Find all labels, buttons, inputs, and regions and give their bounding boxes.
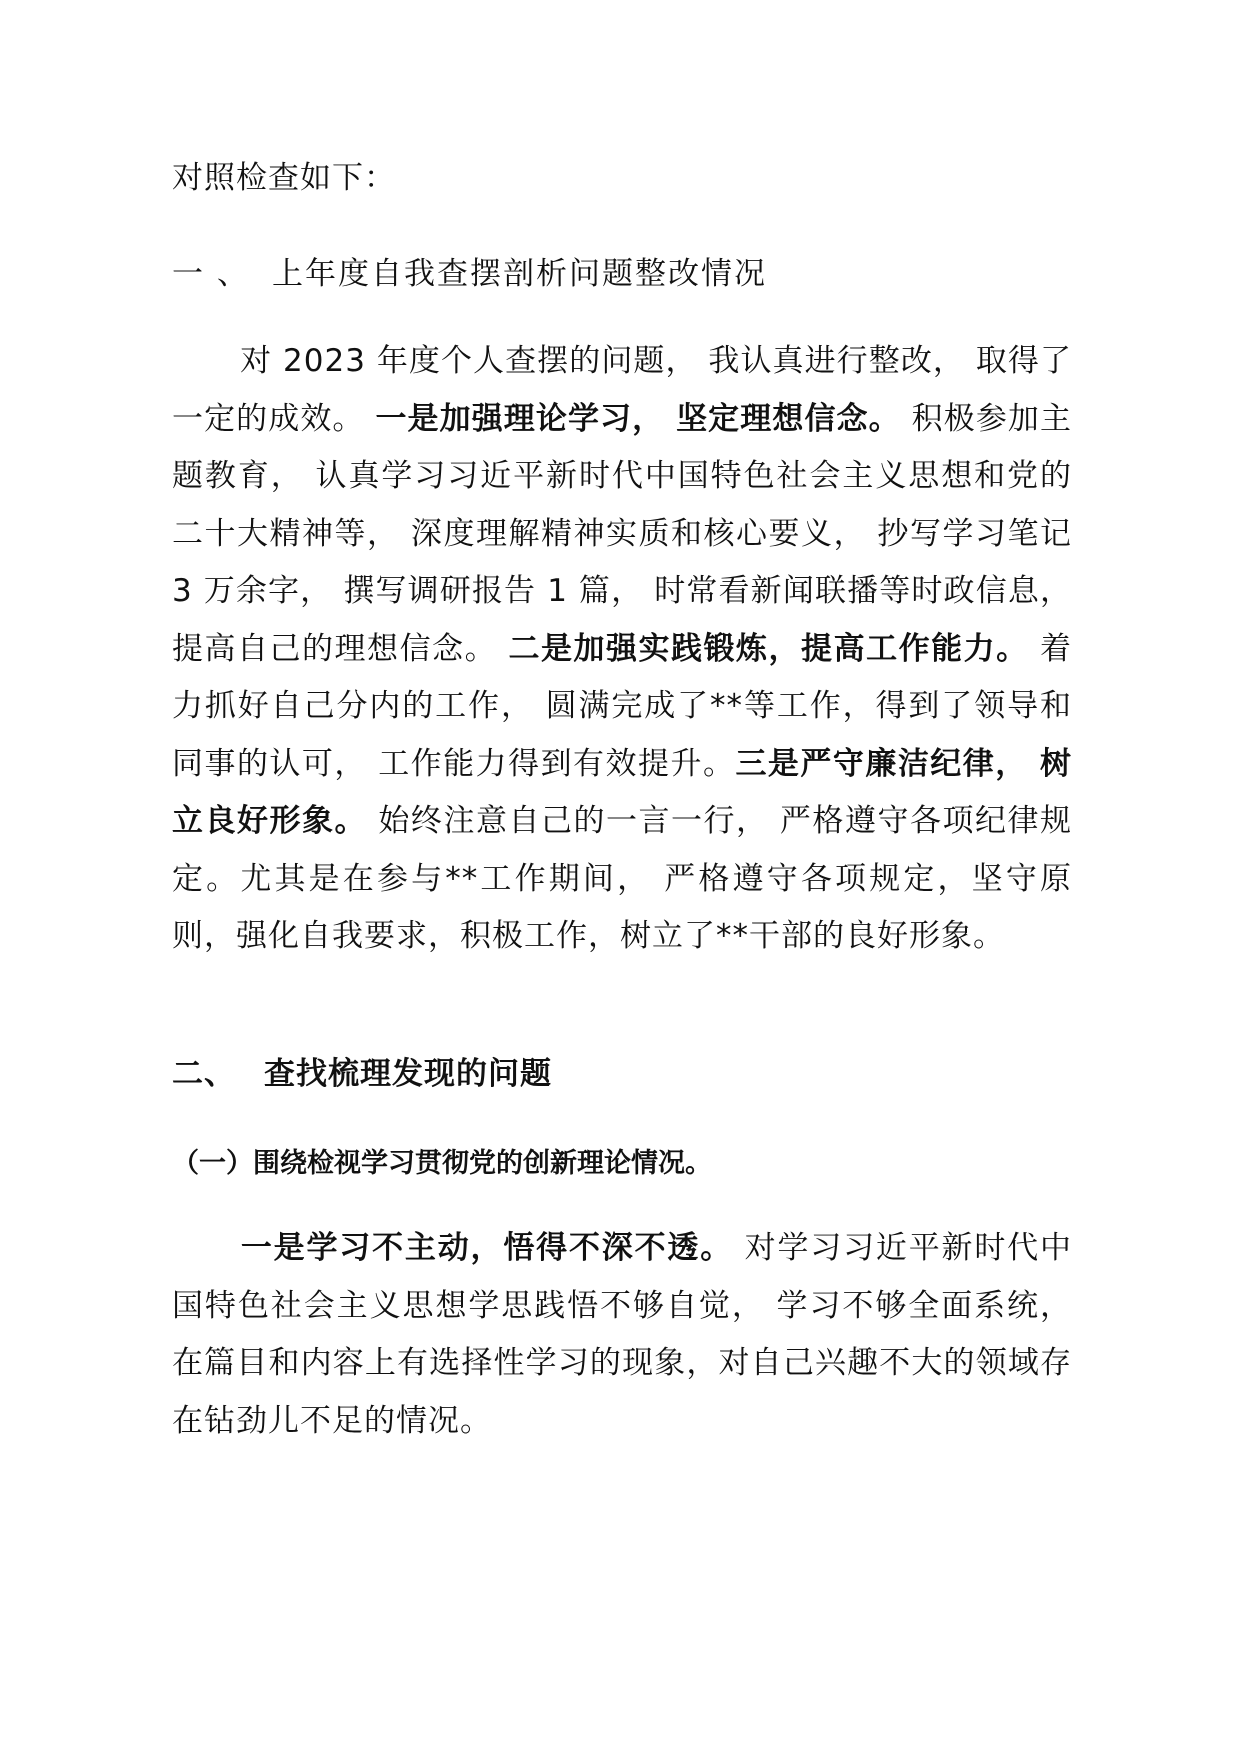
text-run: 着力抓好自己分内的工作， 圆满完成了**等工作，得到了领导和同事的认可， 工作能力得到有效提升。 (172, 630, 1073, 782)
section-number: 一 、 (172, 256, 250, 292)
bold-point-1: 一是加强理论学习， 坚定理想信念。 (375, 400, 901, 437)
bold-point-3: 三是严守廉洁纪律， 树立良好形象。 (172, 745, 1072, 839)
text-run: 对学习习近平新时代中国特色社会主义思想学思践悟不够自觉， 学习不够全面系统，在篇目和内容上有选择性学习的现象，对自己兴趣不大的领域存在钻劲儿不足的情况。 (172, 1230, 1072, 1439)
text-run: 始终注意自己的一言一行， 严格遵守各项纪律规定。尤其是在参与**工作期间， 严格遵守各项规定，坚守原则，强化自我要求，积极工作，树立了**干部的良好形象。 (172, 803, 1072, 954)
section-number: 二、 (172, 1056, 236, 1092)
bold-point-2: 二是加强实践锻炼，提高工作能力。 (508, 630, 1029, 667)
section-heading-1 (172, 248, 767, 293)
text-run: 对 2023 年度个人查摆的问题， 我认真进行整改， 取得了一定的成效。 (172, 343, 1072, 437)
section-heading-2 (172, 1048, 552, 1093)
section-title: 查找梳理发现的问题 (264, 1056, 552, 1092)
section-title: 上年度自我查摆剖析问题整改情况 (272, 256, 767, 292)
paragraph-rectification (172, 333, 1072, 966)
intro-line: 对照检查如下： (172, 160, 396, 196)
bold-point: 一是学习不主动，悟得不深不透。 (240, 1230, 734, 1266)
subsection-heading: （一）围绕检视学习贯彻党的创新理论情况。 (172, 1148, 712, 1179)
paragraph-problem-1 (172, 1220, 1072, 1450)
text-run: 积极参加主题教育， 认真学习习近平新时代中国特色社会主义思想和党的二十大精神等， 深度理解精神实质和核心要义， 抄写学习笔记 3 万余字， 撰写调研报告 1 篇， 时常看新闻联播等时政信息， 提高自己的理想信念。 (172, 400, 1072, 667)
